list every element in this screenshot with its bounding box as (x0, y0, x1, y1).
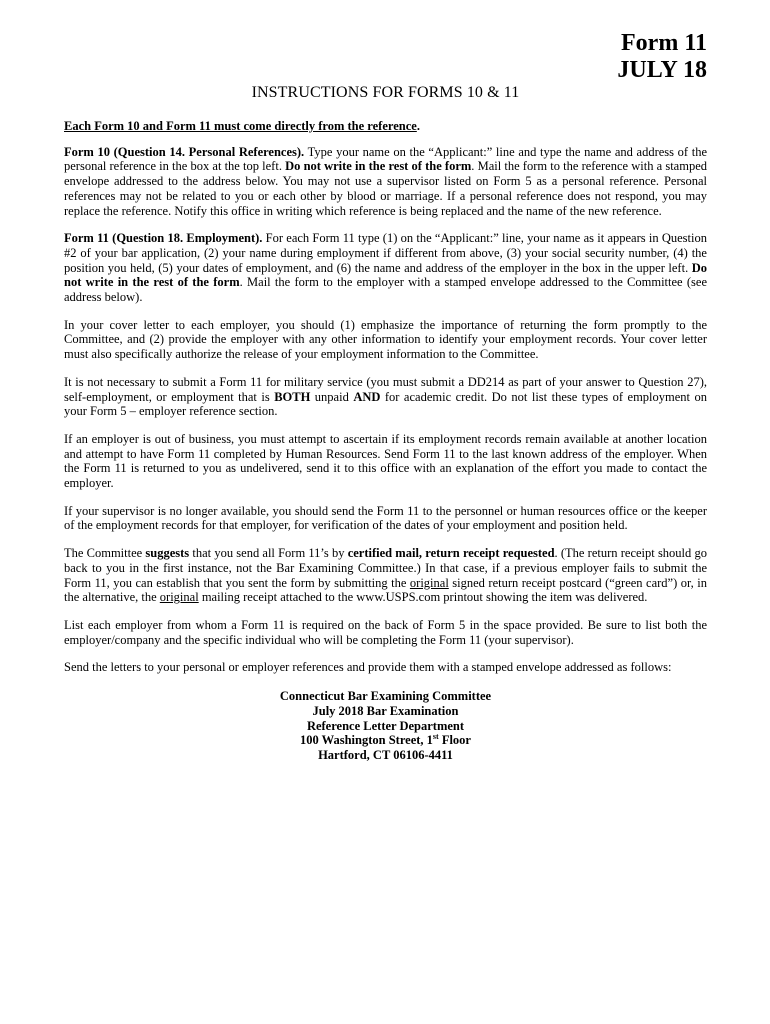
certified-text-5: mailing receipt attached to the www.USPS.com printout showing the item was delivered. (198, 590, 648, 605)
certified-bold-suggests: suggests (145, 546, 190, 561)
intro-period: . (416, 119, 420, 133)
address-street: 100 Washington Street, 1 (300, 733, 433, 748)
address-ordinal: st (432, 732, 439, 742)
form10-paragraph (64, 145, 707, 219)
certified-underline-original-1: original (409, 575, 449, 590)
form10-bold-warning: Do not write in the rest of the form (285, 159, 472, 174)
certified-mail-paragraph (64, 546, 707, 605)
instructions-body (64, 119, 707, 763)
out-of-business-paragraph: If an employer is out of business, you must attempt to ascertain if its employment records remain available at another location and attempt to have Form 11 completed by Human Resources. Send Form 11 to the last known address of the employer. When the Form 11 is returned to you as undelivered, send it to this office with an explanation of the effort you made to contact the employer. (64, 431, 707, 491)
certified-text-2: that you send all Form 11’s by (189, 546, 348, 561)
supervisor-paragraph: If your supervisor is no longer available, you should send the Form 11 to the personnel or human resources office or the keeper of the employment records for that employer, for verification of the dates of your employment and position held. (64, 503, 707, 533)
address-line-5: Hartford, CT 06106-4411 (318, 747, 453, 762)
certified-text-1: The Committee (64, 546, 146, 561)
military-text-2: unpaid (310, 389, 354, 404)
send-letters-paragraph: Send the letters to your personal or employer references and provide them with a stamped envelope addressed as follows: (64, 660, 672, 675)
form11-text-2: . Mail the form to the employer with a stamped envelope addressed to the Committee (see address below). (64, 275, 707, 305)
address-floor: Floor (438, 733, 471, 748)
page-title: INSTRUCTIONS FOR FORMS 10 & 11 (251, 84, 520, 101)
military-bold-and: AND (353, 389, 381, 404)
certified-underline-original-2: original (159, 590, 199, 605)
list-employer-paragraph: List each employer from whom a Form 11 is required on the back of Form 5 in the space provided. Be sure to list both the employer/company and the specific individual who will be completing the Form 11 (your supervisor). (64, 617, 707, 647)
certified-bold-mail: certified mail, return receipt requested (347, 546, 555, 561)
military-bold-both: BOTH (274, 389, 311, 404)
intro-paragraph (64, 119, 707, 134)
form11-heading: Form 11 (Question 18. Employment). (64, 231, 263, 246)
certified-text-4: signed return receipt postcard (“green card”) or, in the alternative, the (64, 575, 707, 605)
military-text-1: It is not necessary to submit a Form 11 for military service (you must submit a DD214 as part of your answer to Question 27), self-employment, or employment that is (64, 374, 707, 404)
military-text-3: for academic credit. Do not list these types of employment on your Form 5 – employer reference section. (64, 389, 708, 419)
cover-letter-paragraph: In your cover letter to each employer, you should (1) emphasize the importance of returning the form promptly to the Committee, and (2) provide the employer with any other information to identify your employment records. Your cover letter must also specifically authorize the release of your employment information to the Committee. (64, 317, 707, 362)
address-line-3: Reference Letter Department (306, 718, 465, 733)
form10-text-2: . Mail the form to the reference with a stamped envelope addressed to the address below. You may not use a supervisor listed on Form 5 as a personal reference. Personal references may not be related to you or each other by blood or marriage. If a personal reference does not respond, you may replace the reference. Notify this office in writing which reference is being replaced and the name of the new reference. (64, 159, 707, 218)
address-line-2: July 2018 Bar Examination (312, 703, 459, 718)
form-number: Form 11 (621, 30, 707, 56)
form-identifier (617, 30, 707, 84)
address-line-1: Connecticut Bar Examining Committee (279, 689, 492, 704)
form10-text-1: Type your name on the “Applicant:” line and type the name and address of the personal reference in the box at the top left. (64, 144, 707, 174)
military-paragraph (64, 375, 707, 419)
form11-text-1: For each Form 11 type (1) on the “Applicant:” line, your name as it appears in Question #2 of your bar application, (2) your name during employment if different from above, (3) your social security number, (4) the position you held, (5) your dates of employment, and (6) the name and address of the employer in the box in the upper left. (64, 231, 707, 275)
form-date: JULY 18 (617, 57, 707, 83)
certified-text-3: . (The return receipt should go back to you in the first instance, not the Bar Examining Committee.) In that case, if a previous employer fails to submit the Form 11, you can establish that you sent the form by submitting the (64, 546, 707, 590)
mailing-address (64, 689, 707, 763)
form11-paragraph (64, 231, 707, 305)
form10-heading: Form 10 (Question 14. Personal References). (64, 144, 305, 159)
address-line-4 (64, 733, 707, 748)
form11-bold-warning: Do not write in the rest of the form (64, 260, 707, 290)
intro-text: Each Form 10 and Form 11 must come directly from the reference (64, 119, 417, 133)
